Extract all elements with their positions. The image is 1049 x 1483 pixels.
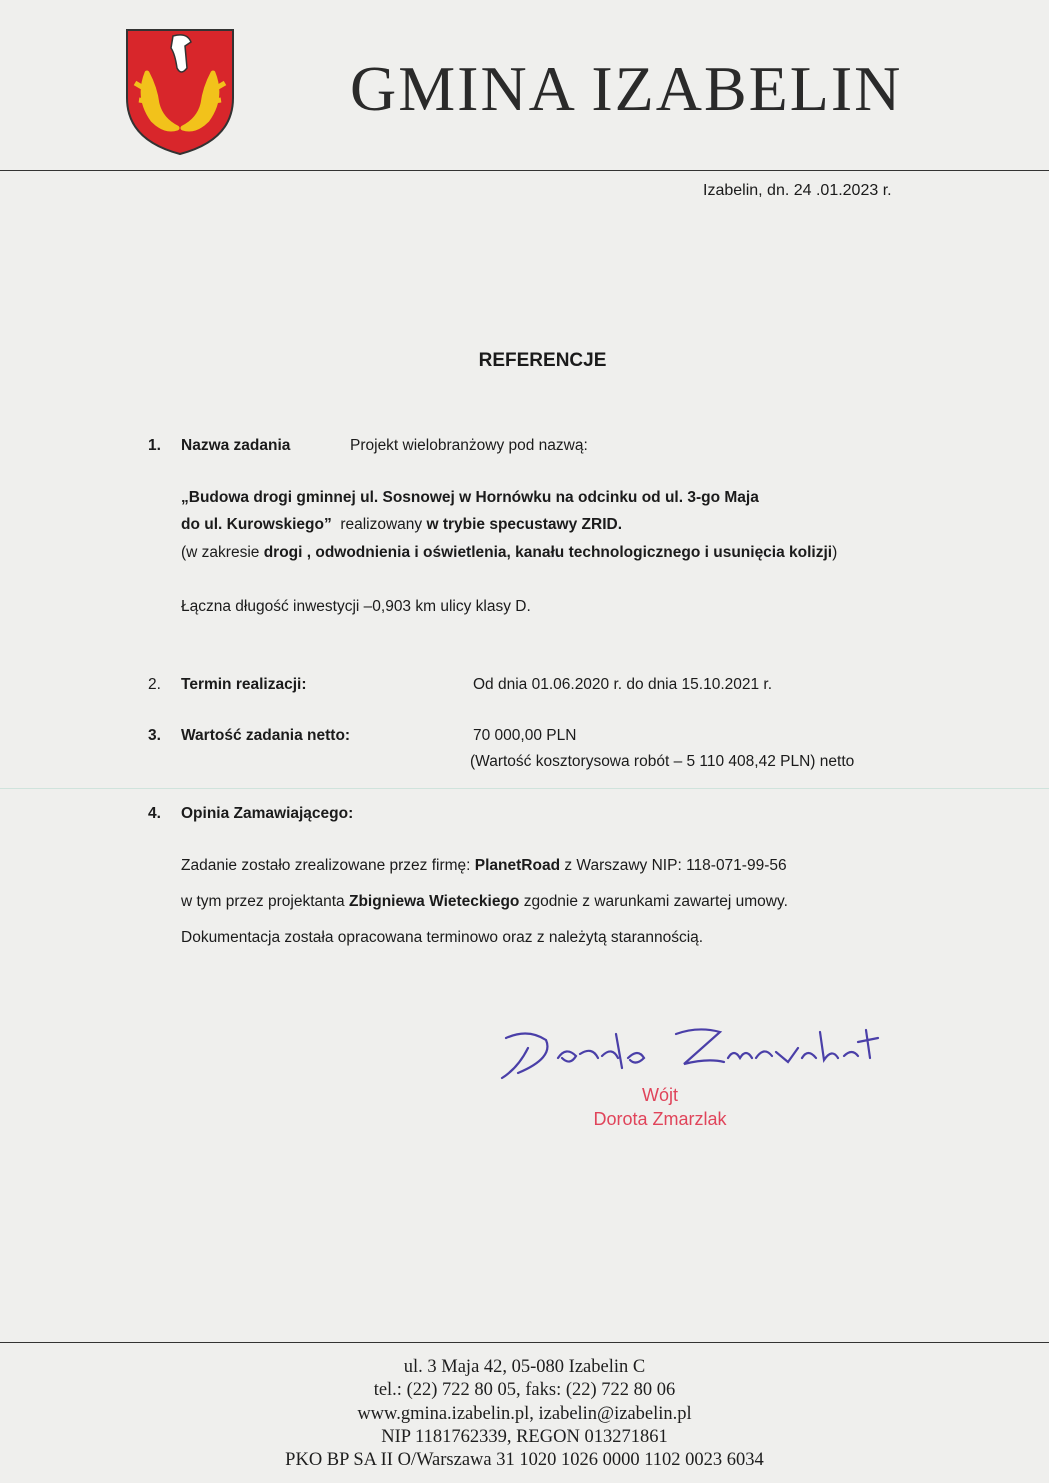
item-3-note: (Wartość kosztorysowa robót – 5 110 408,42 PLN) netto	[470, 753, 855, 770]
footer-divider	[0, 1342, 1049, 1343]
scan-line	[0, 788, 1049, 789]
footer-contact	[0, 1356, 1049, 1472]
project-name-line-1: „Budowa drogi gminnej ul. Sosnowej w Hornówku na odcinku od ul. 3-go Maja	[181, 489, 759, 506]
footer-address: ul. 3 Maja 42, 05-080 Izabelin C	[403, 1357, 646, 1377]
item-3-label: Wartość zadania netto:	[181, 727, 351, 744]
company-name: PlanetRoad	[474, 857, 561, 874]
project-name-line-2	[181, 516, 622, 534]
item-4-label: Opinia Zamawiającego:	[181, 805, 354, 822]
company-details: z Warszawy NIP: 118-071-99-56	[560, 857, 787, 874]
opinion-text: zgodnie z warunkami zawartej umowy.	[519, 893, 788, 910]
opinion-line-3: Dokumentacja została opracowana terminowo oraz z należytą starannością.	[181, 929, 704, 946]
project-scope	[181, 544, 837, 562]
item-2-number: 2.	[148, 676, 161, 693]
investment-length: Łączna długość inwestycji –0,903 km ulicy klasy D.	[181, 598, 531, 615]
item-1-label: Nazwa zadania	[181, 437, 291, 454]
realized-text: realizowany	[331, 516, 427, 533]
item-3-value: 70 000,00 PLN	[473, 727, 577, 744]
footer-tax-ids: NIP 1181762339, REGON 013271861	[381, 1426, 668, 1447]
date-line: Izabelin, dn. 24 .01.2023 r.	[703, 182, 892, 199]
item-1-intro: Projekt wielobranżowy pod nazwą:	[350, 437, 588, 454]
opinion-line-2	[181, 893, 788, 911]
footer-bank-account: PKO BP SA II O/Warszawa 31 1020 1026 0000 1102 0023 6034	[285, 1450, 764, 1471]
header-divider	[0, 170, 1049, 171]
handwritten-signature	[498, 1018, 883, 1083]
scope-prefix: (w zakresie	[181, 544, 264, 561]
opinion-text: w tym przez projektanta	[181, 893, 349, 910]
procedure-text: w trybie specustawy ZRID.	[426, 516, 622, 533]
footer-phone: tel.: (22) 722 80 05, faks: (22) 722 80 06	[373, 1380, 676, 1401]
item-4-number: 4.	[148, 805, 161, 822]
project-name-end: do ul. Kurowskiego”	[181, 516, 332, 533]
stamp-title: Wójt	[642, 1085, 678, 1105]
stamp-name: Dorota Zmarzlak	[593, 1109, 727, 1129]
document-heading: REFERENCJE	[478, 350, 607, 371]
item-1-number: 1.	[148, 437, 161, 454]
designer-name: Zbigniewa Wieteckiego	[348, 893, 520, 910]
scope-suffix: )	[832, 544, 838, 561]
opinion-text: Zadanie zostało zrealizowane przez firmę:	[181, 857, 475, 874]
opinion-line-1	[181, 857, 787, 875]
item-2-value: Od dnia 01.06.2020 r. do dnia 15.10.2021 r.	[473, 676, 773, 693]
header-title: GMINA IZABELIN	[350, 53, 903, 124]
scope-items: drogi , odwodnienia i oświetlenia, kanału technologicznego i usunięcia kolizji	[263, 544, 833, 561]
coat-of-arms-icon	[125, 28, 235, 156]
footer-web-email: www.gmina.izabelin.pl, izabelin@izabelin.pl	[357, 1403, 692, 1424]
item-3-number: 3.	[148, 727, 161, 744]
item-2-label: Termin realizacji:	[181, 676, 307, 693]
